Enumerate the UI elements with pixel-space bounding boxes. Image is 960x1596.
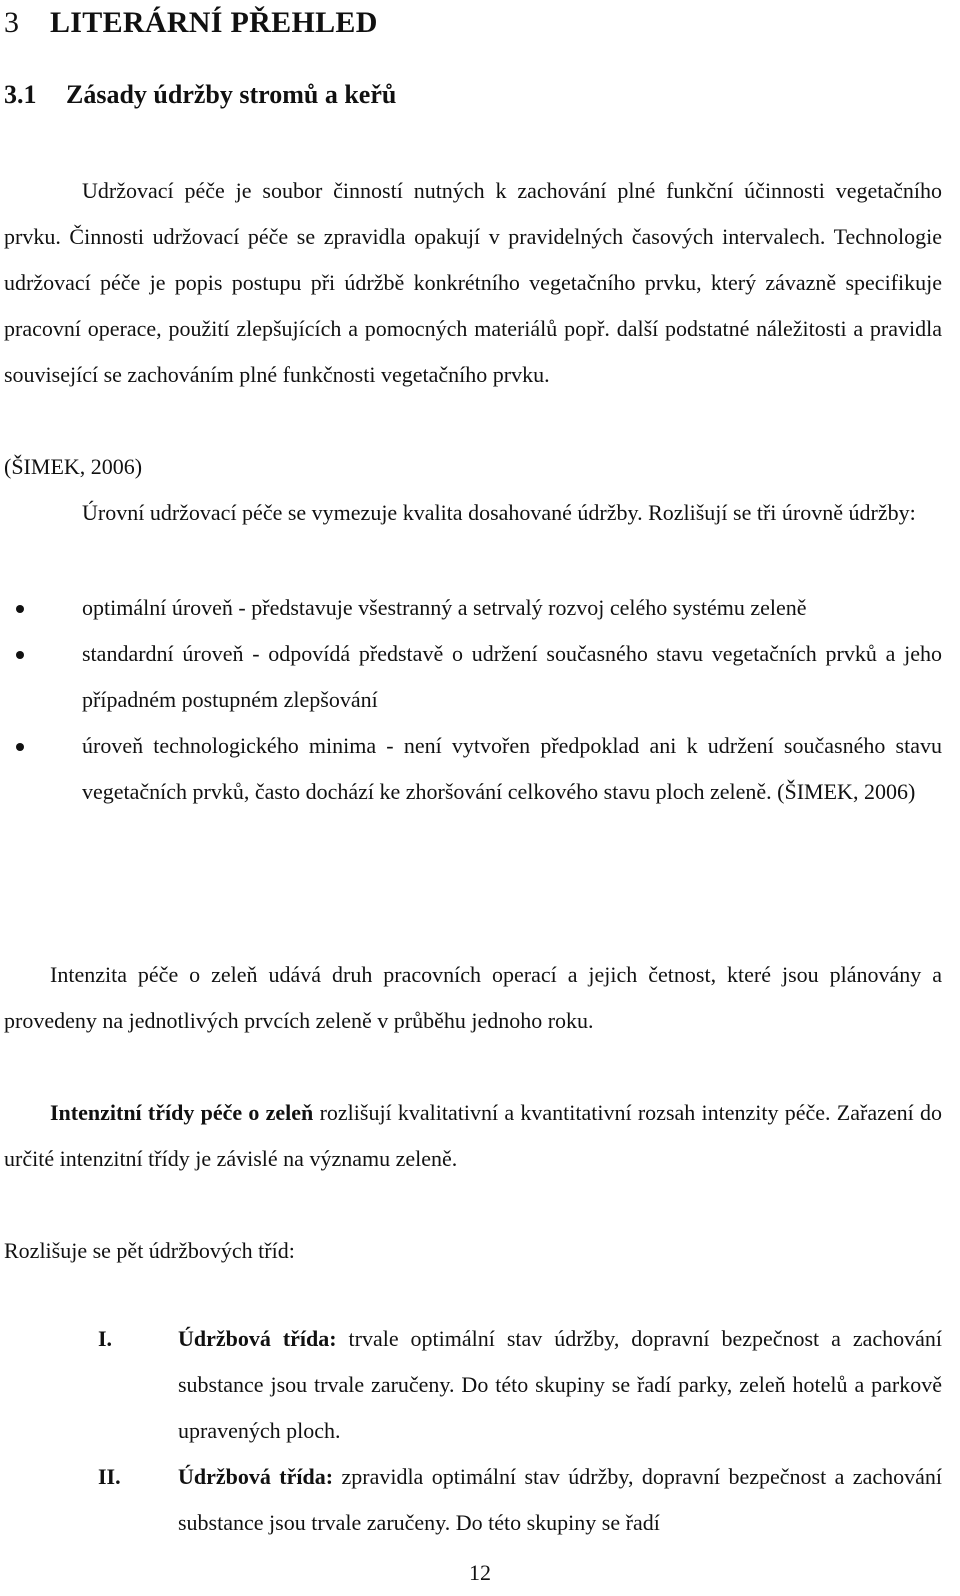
list-item	[0, 631, 942, 723]
class-term: Údržbová třída:	[178, 1464, 334, 1489]
section-heading	[4, 80, 396, 110]
list-item-text: úroveň technologického minima - není vytvořen předpoklad ani k udržení současného stavu vegetačních prvků, často dochází ke zhoršování celkového stavu ploch zeleně. (ŠIMEK, 2006)	[82, 733, 942, 804]
page-number: 12	[469, 1560, 491, 1585]
class-text: zpravidla optimální stav údržby, dopravní bezpečnost a zachování substance jsou trvale zaručeny. Do této skupiny se řadí	[178, 1464, 942, 1535]
bullet-icon	[16, 743, 24, 751]
bold-term: Intenzitní třídy péče o zeleň	[50, 1100, 314, 1125]
paragraph-text: rozlišují kvalitativní a kvantitativní rozsah intenzity péče. Zařazení do určité intenzitní třídy je závislé na významu zeleně.	[4, 1100, 942, 1171]
list-item-text: optimální úroveň - představuje všestranný a setrvalý rozvoj celého systému zeleně	[82, 595, 807, 620]
class-item	[0, 1316, 942, 1454]
citation-text: (ŠIMEK, 2006)	[4, 454, 143, 479]
paragraph-maintenance-levels	[4, 490, 942, 536]
class-item	[0, 1454, 942, 1546]
class-numeral: II.	[98, 1464, 121, 1489]
section-title: Zásady údržby stromů a keřů	[66, 80, 397, 109]
citation	[4, 444, 942, 490]
paragraph-maintenance-definition	[4, 168, 942, 398]
paragraph-text: Intenzita péče o zeleň udává druh pracovních operací a jejich četnost, které jsou plánovány a provedeny na jednotlivých prvcích zeleně v průběhu jednoho roku.	[4, 962, 942, 1033]
paragraph-text: Rozlišuje se pět údržbových tříd:	[4, 1238, 295, 1263]
maintenance-classes-list	[0, 1316, 942, 1546]
paragraph-five-classes	[4, 1228, 942, 1274]
levels-list	[0, 585, 942, 815]
class-text: trvale optimální stav údržby, dopravní bezpečnost a zachování substance jsou trvale zaručeny. Do této skupiny se řadí parky, zeleň hotelů a parkově upravených ploch.	[178, 1326, 942, 1443]
chapter-title: LITERÁRNÍ PŘEHLED	[50, 6, 378, 39]
bullet-icon	[16, 605, 24, 613]
paragraph-text: Udržovací péče je soubor činností nutných k zachování plné funkční účinnosti vegetačního prvku. Činnosti udržovací péče se zpravidla opakují v pravidelných časových intervalech. Technologie udržovací péče je popis postupu při údržbě konkrétního vegetačního prvku, který závazně specifikuje pracovní operace, použití zlepšujících a pomocných materiálů popř. další podstatné náležitosti a pravidla související se zachováním plné funkčnosti vegetačního prvku.	[4, 178, 942, 387]
list-item	[0, 723, 942, 815]
list-item-text: standardní úroveň - odpovídá představě o udržení současného stavu vegetačních prvků a jeho případném postupném zlepšování	[82, 641, 942, 712]
list-item	[0, 585, 942, 631]
paragraph-text: Úrovní udržovací péče se vymezuje kvalita dosahované údržby. Rozlišují se tři úrovně údržby:	[82, 500, 916, 525]
chapter-number: 3	[4, 6, 20, 39]
chapter-heading	[4, 6, 378, 40]
class-term: Údržbová třída:	[178, 1326, 337, 1351]
class-numeral: I.	[98, 1326, 113, 1351]
section-number: 3.1	[4, 80, 37, 109]
paragraph-care-intensity	[4, 952, 942, 1044]
bullet-icon	[16, 651, 24, 659]
paragraph-intensity-classes	[4, 1090, 942, 1182]
